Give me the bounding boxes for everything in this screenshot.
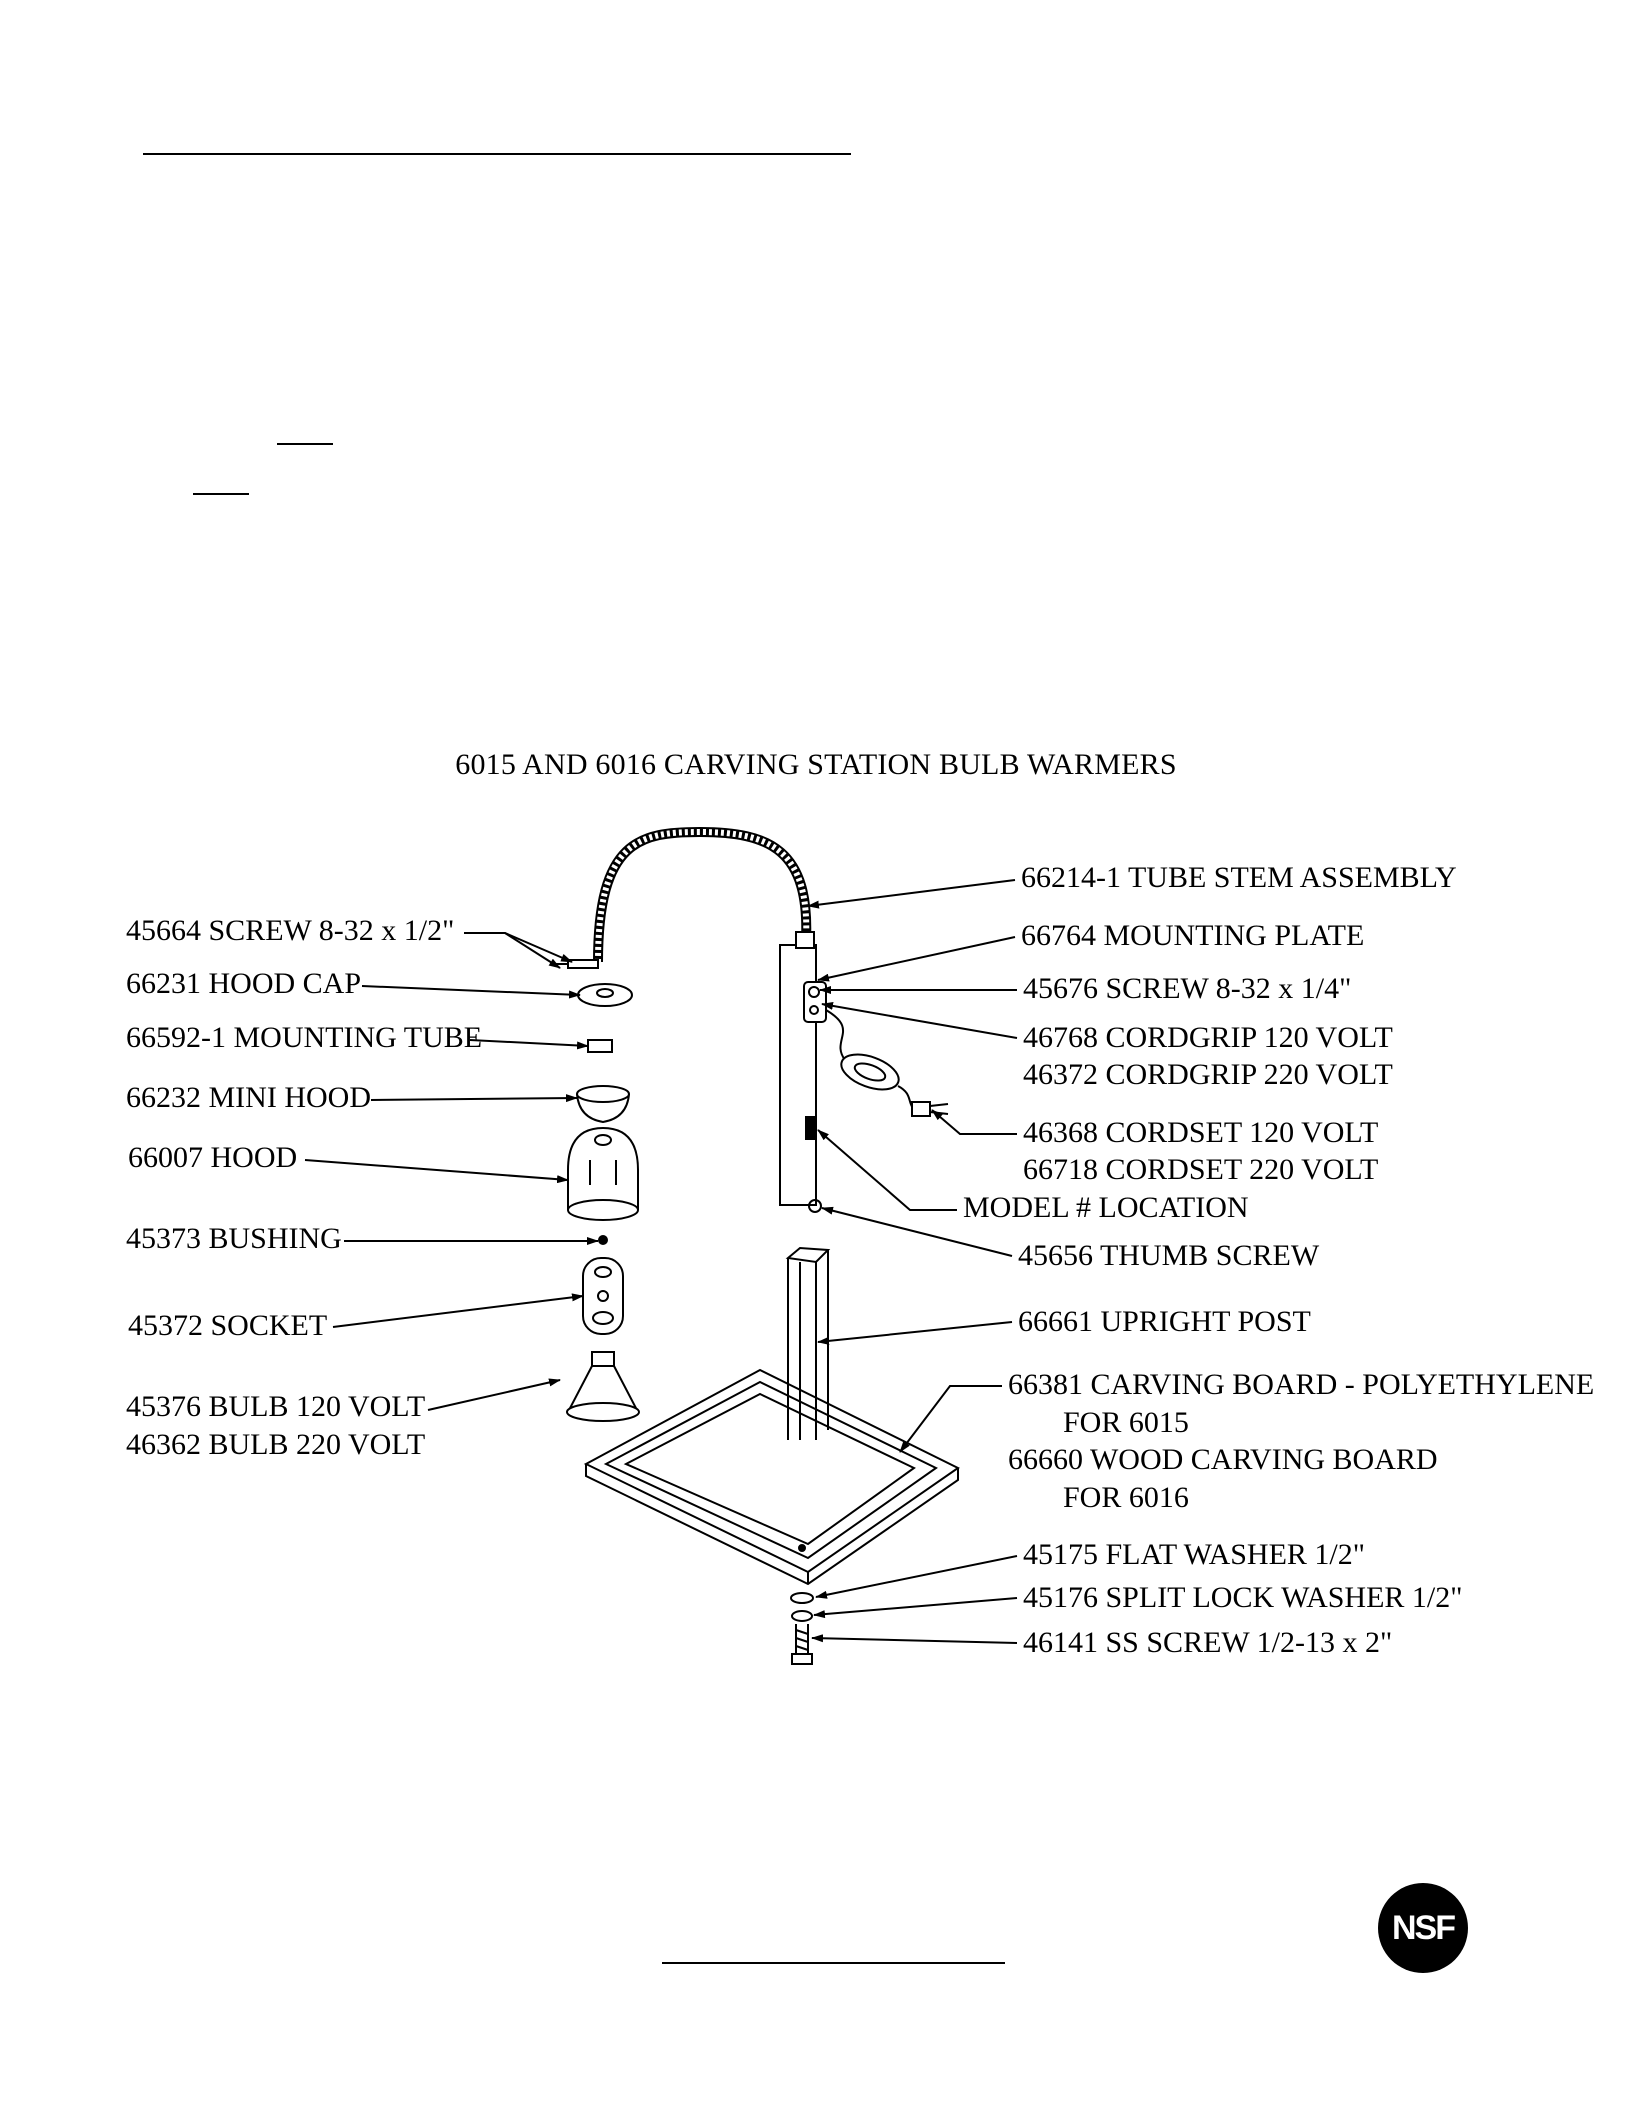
socket-shape [583, 1258, 623, 1334]
label-cordgrip-120: 46768 CORDGRIP 120 VOLT [1023, 1021, 1393, 1054]
leader-upright-post [818, 1322, 1012, 1342]
bushing-shape [599, 1236, 607, 1244]
leader-flat-washer [816, 1556, 1017, 1597]
leader-bulb [428, 1380, 560, 1410]
label-mini-hood: 66232 MINI HOOD [126, 1081, 371, 1114]
label-hood-cap: 66231 HOOD CAP [126, 967, 362, 1000]
leader-screw-45664-b [505, 933, 560, 968]
diagram-title: 6015 AND 6016 CARVING STATION BULB WARMERS [455, 748, 1177, 781]
label-screw-45664: 45664 SCREW 8-32 x 1/2" [126, 914, 455, 947]
leader-socket [333, 1296, 583, 1327]
label-for-6016: FOR 6016 [1063, 1481, 1189, 1514]
column-shape [780, 932, 826, 1212]
leader-screw-45664 [464, 933, 572, 962]
leader-thumb-screw [822, 1208, 1012, 1256]
label-cordset-120: 46368 CORDSET 120 VOLT [1023, 1116, 1379, 1149]
label-carving-board-poly: 66381 CARVING BOARD - POLYETHYLENE [1008, 1368, 1595, 1401]
leader-mounting-tube [470, 1040, 588, 1046]
leader-split-washer [814, 1598, 1017, 1615]
mini-hood-shape [577, 1086, 629, 1122]
bulb-shape [567, 1352, 639, 1421]
hood-shape [568, 1128, 638, 1220]
label-socket: 45372 SOCKET [128, 1309, 328, 1342]
leader-hood-cap [362, 986, 580, 995]
label-hood: 66007 HOOD [128, 1141, 298, 1174]
label-for-6015: FOR 6015 [1063, 1406, 1189, 1439]
label-cordgrip-220: 46372 CORDGRIP 220 VOLT [1023, 1058, 1393, 1091]
leader-mini-hood [371, 1098, 577, 1100]
label-flat-washer: 45175 FLAT WASHER 1/2" [1023, 1538, 1366, 1571]
nsf-logo: NSF [1378, 1883, 1468, 1973]
label-thumb-screw: 45656 THUMB SCREW [1018, 1239, 1320, 1272]
label-cordset-220: 66718 CORDSET 220 VOLT [1023, 1153, 1379, 1186]
hardware-shape [791, 1593, 813, 1664]
leader-model-location [818, 1130, 957, 1210]
label-wood-board: 66660 WOOD CARVING BOARD [1008, 1443, 1438, 1476]
tube-stem-shape [598, 832, 806, 962]
label-bulb-120: 45376 BULB 120 VOLT [126, 1390, 426, 1423]
leader-carving-board [900, 1386, 1002, 1452]
label-mounting-plate: 66764 MOUNTING PLATE [1021, 919, 1365, 952]
hood-cap-shape [578, 984, 632, 1006]
label-model-location: MODEL # LOCATION [963, 1191, 1249, 1224]
label-split-washer: 45176 SPLIT LOCK WASHER 1/2" [1023, 1581, 1463, 1614]
carving-board-shape [586, 1370, 958, 1584]
leader-ss-screw [812, 1638, 1017, 1643]
label-upright-post: 66661 UPRIGHT POST [1018, 1305, 1311, 1338]
label-bulb-220: 46362 BULB 220 VOLT [126, 1428, 426, 1461]
label-ss-screw: 46141 SS SCREW 1/2-13 x 2" [1023, 1626, 1393, 1659]
screw-45664-shape [556, 960, 598, 968]
cordset-shape [826, 1010, 948, 1116]
leader-hood [305, 1160, 568, 1180]
label-mounting-tube: 66592-1 MOUNTING TUBE [126, 1021, 483, 1054]
label-screw-45676: 45676 SCREW 8-32 x 1/4" [1023, 972, 1352, 1005]
label-tube-stem: 66214-1 TUBE STEM ASSEMBLY [1021, 861, 1457, 894]
leader-cordgrip [822, 1004, 1017, 1038]
label-bushing: 45373 BUSHING [126, 1222, 342, 1255]
leader-tube-stem [808, 880, 1015, 906]
leader-mounting-plate [818, 937, 1015, 980]
